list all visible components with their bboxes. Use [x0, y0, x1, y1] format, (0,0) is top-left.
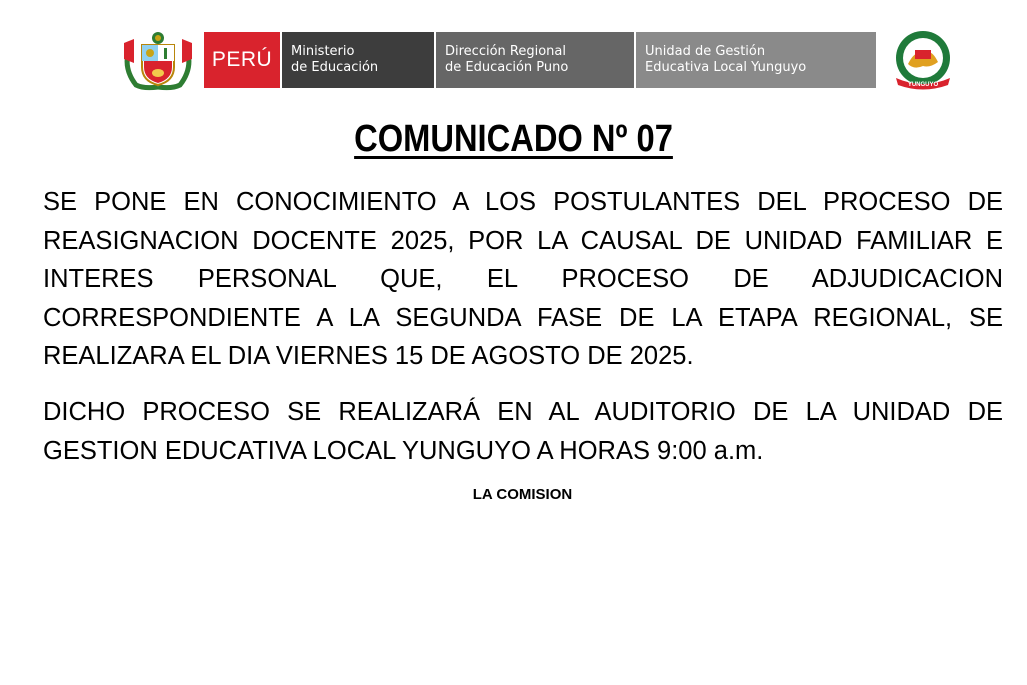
ugel-name	[636, 32, 876, 88]
document-title-text: COMUNICADO Nº 07	[354, 118, 673, 160]
regional-line1: Dirección Regional	[445, 44, 566, 59]
regional-line2: de Educación Puno	[445, 60, 569, 75]
letterhead	[120, 30, 964, 90]
ministry-line2: de Educación	[291, 60, 379, 75]
seal-text: YUNGUYO	[907, 82, 939, 88]
peru-coat-of-arms-icon	[120, 29, 196, 91]
announcement-paragraph-2: DICHO PROCESO SE REALIZARÁ EN AL AUDITORIO DE LA UNIDAD DE GESTION EDUCATIVA LOCAL YUNGUYO A HORAS 9:00 a.m.	[43, 398, 1003, 465]
regional-directorate-name	[436, 32, 634, 88]
peru-brand-label: PERÚ	[204, 32, 280, 88]
document-title	[72, 118, 955, 161]
ministry-line1: Ministerio	[291, 44, 355, 59]
ugel-yunguyo-seal-icon	[882, 28, 964, 92]
announcement-paragraph-1: SE PONE EN CONOCIMIENTO A LOS POSTULANTES DEL PROCESO DE REASIGNACION DOCENTE 2025, POR LA CAUSAL DE UNIDAD FAMILIAR E INTERES PERSONAL QUE, EL PROCESO DE ADJUDICACION CORRESPONDIENTE A LA SEGUNDA FASE DE LA ETAPA REGIONAL, SE REALIZARA EL DIA VIERNES 15 DE AGOSTO DE 2025.	[43, 188, 1003, 370]
ugel-line1: Unidad de Gestión	[645, 44, 766, 59]
signature: LA COMISION	[472, 486, 573, 503]
ugel-line2: Educativa Local Yunguyo	[645, 60, 807, 75]
ministry-name	[282, 32, 434, 88]
